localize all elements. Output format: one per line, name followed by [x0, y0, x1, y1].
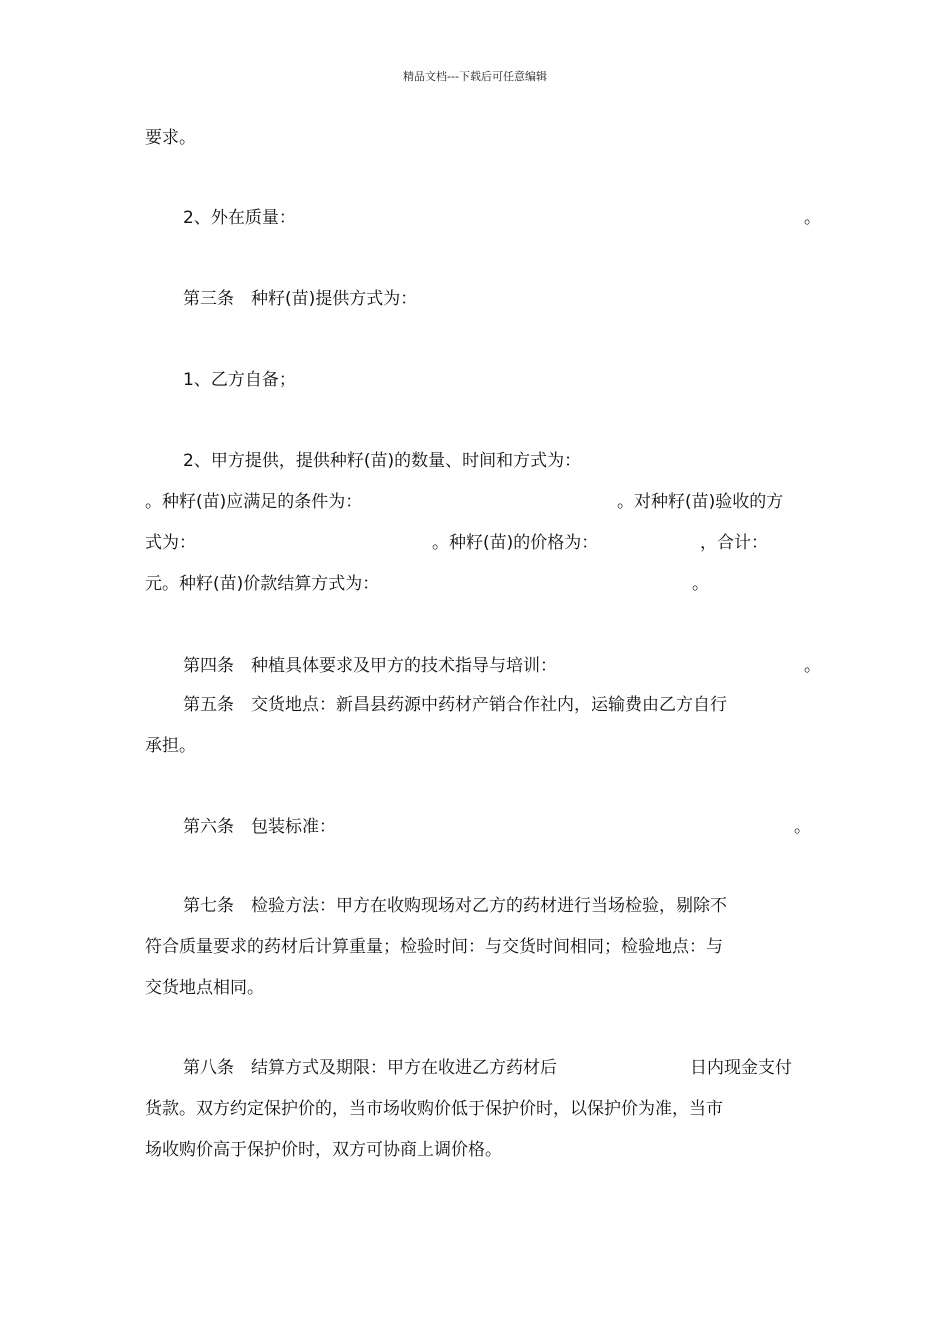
text-segment: 元。种籽(苗)价款结算方式为： — [145, 574, 380, 594]
text-segment: 日内现金支付 — [690, 1058, 792, 1078]
article-3-title: 第三条 种籽(苗)提供方式为： — [183, 289, 418, 309]
text-line: 货款。双方约定保护价的，当市场收购价低于保护价时，以保护价为准，当市 — [145, 1099, 723, 1119]
page-header: 精品文档---下载后可任意编辑 — [403, 70, 547, 83]
text-line: 1、乙方自备； — [183, 370, 296, 390]
text-line: 2、外在质量： — [183, 208, 296, 228]
text-line-end: 。 — [804, 208, 821, 228]
text-line-end: 。 — [804, 656, 821, 676]
text-line: 场收购价高于保护价时，双方可协商上调价格。 — [145, 1140, 502, 1160]
text-segment: 。对种籽(苗)验收的方 — [617, 492, 784, 512]
text-line-end: 。 — [794, 817, 811, 837]
text-line: 符合质量要求的药材后计算重量；检验时间：与交货时间相同；检验地点：与 — [145, 937, 723, 957]
article-6-title: 第六条 包装标准： — [183, 817, 336, 837]
text-segment: 。 — [692, 574, 709, 594]
text-segment: ，合计： — [700, 533, 768, 553]
article-4-title: 第四条 种植具体要求及甲方的技术指导与培训： — [183, 656, 557, 676]
article-5-title: 第五条 交货地点：新昌县药源中药材产销合作社内，运输费由乙方自行 — [183, 695, 727, 715]
text-line: 要求。 — [145, 128, 196, 148]
text-segment: 。种籽(苗)的价格为： — [432, 533, 599, 553]
text-line: 2、甲方提供，提供种籽(苗)的数量、时间和方式为： — [183, 451, 582, 471]
text-segment: 式为： — [145, 533, 196, 553]
text-line: 承担。 — [145, 736, 196, 756]
article-8-title: 第八条 结算方式及期限：甲方在收进乙方药材后 — [183, 1058, 557, 1078]
text-line: 交货地点相同。 — [145, 978, 264, 998]
text-segment: 。种籽(苗)应满足的条件为： — [145, 492, 363, 512]
article-7-title: 第七条 检验方法：甲方在收购现场对乙方的药材进行当场检验，剔除不 — [183, 896, 727, 916]
